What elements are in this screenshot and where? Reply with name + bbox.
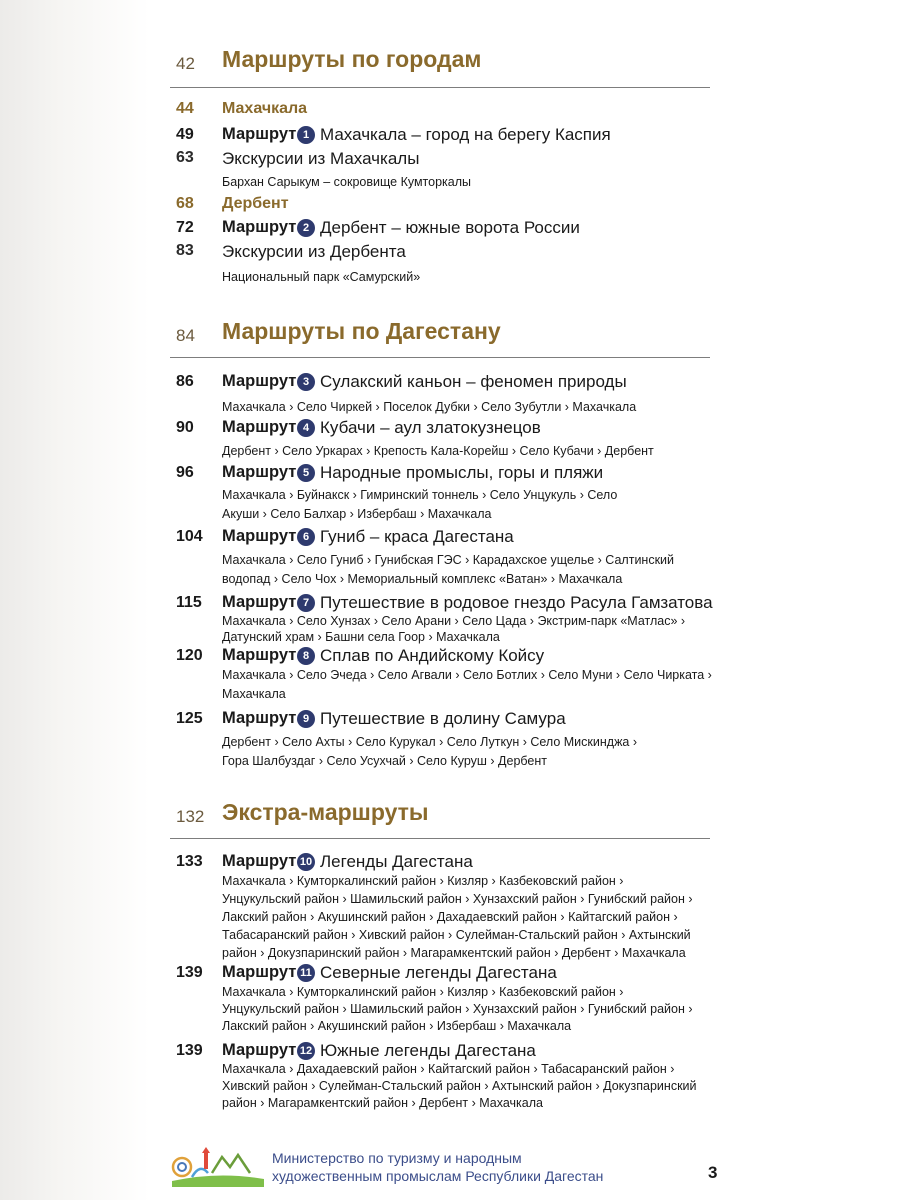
route-description-line: Лакский район › Акушинский район › Дахадаевский район › Кайтагский район › [222, 910, 678, 924]
entry-title: Экскурсии из Махачкалы [222, 149, 420, 168]
footer-ministry-line1: Министерство по туризму и народным [272, 1150, 522, 1166]
route-title: Путешествие в родовое гнездо Расула Гамзатова [320, 593, 713, 612]
section-page-number: 132 [176, 807, 205, 826]
entry-page-number: 83 [176, 242, 194, 259]
route-number-badge: 3 [297, 373, 315, 391]
route-entry-3 [170, 372, 730, 396]
route-description-line: Дербент › Село Ахты › Село Курукал › Село Луткун › Село Мискинджа › [222, 735, 638, 749]
entry-page-number: 96 [176, 464, 194, 481]
entry-page-number: 72 [176, 219, 194, 236]
route-description-line: водопад › Село Чох › Мемориальный комплекс «Ватан» › Махачкала [222, 572, 623, 586]
page-number: 3 [708, 1163, 718, 1182]
entry-page-number: 63 [176, 149, 194, 166]
section-title: Маршруты по городам [222, 46, 482, 72]
route-description-line: Акуши › Село Балхар › Избербаш › Махачкала [222, 507, 492, 521]
route-entry-2 [170, 218, 730, 242]
route-description-line: Махачкала › Село Гуниб › Гунибская ГЭС › Карадахское ущелье › Салтинский [222, 553, 675, 567]
entry-title: Экскурсии из Дербента [222, 242, 406, 261]
route-description-line: район › Магарамкентский район › Дербент › Махачкала [222, 1096, 543, 1110]
section-divider [170, 838, 710, 839]
route-label: Маршрут [222, 709, 297, 727]
route-description-line: Махачкала › Буйнакск › Гимринский тоннель › Село Унцукуль › Село [222, 488, 618, 502]
entry-subtitle: Национальный парк «Самурский» [222, 270, 421, 284]
section-heading-cities [170, 44, 710, 84]
route-description-line: Махачкала › Село Эчеда › Село Агвали › Село Ботлих › Село Муни › Село Чирката › [222, 668, 712, 682]
route-entry-6 [170, 527, 730, 551]
route-entry-4 [170, 418, 730, 442]
route-title: Южные легенды Дагестана [320, 1041, 536, 1060]
entry-page-number: 139 [176, 964, 203, 981]
book-gutter-shade [0, 0, 150, 1200]
route-title: Махачкала – город на берегу Каспия [320, 125, 611, 144]
excursion-entry-derbent [170, 242, 730, 264]
route-title: Северные легенды Дагестана [320, 963, 557, 982]
route-entry-1 [170, 125, 730, 149]
route-label: Маршрут [222, 527, 297, 545]
entry-page-number: 68 [176, 195, 194, 212]
route-entry-8 [170, 646, 730, 670]
route-title: Дербент – южные ворота России [320, 218, 580, 237]
section-heading-dagestan [170, 316, 710, 356]
route-description-line: Унцукульский район › Шамильский район › Хунзахский район › Гунибский район › [222, 1002, 693, 1016]
route-label: Маршрут [222, 372, 297, 390]
entry-page-number: 139 [176, 1042, 203, 1059]
route-number-badge: 4 [297, 419, 315, 437]
route-number-badge: 8 [297, 647, 315, 665]
section-heading-extra [170, 797, 710, 837]
route-description-line: Махачкала › Дахадаевский район › Кайтагский район › Табасаранский район › [222, 1062, 675, 1076]
route-label: Маршрут [222, 218, 297, 236]
route-description-line: Дербент › Село Уркарах › Крепость Кала-Корейш › Село Кубачи › Дербент [222, 444, 654, 458]
route-description-line: Лакский район › Акушинский район › Избербаш › Махачкала [222, 1019, 572, 1033]
ministry-logo-icon [168, 1143, 268, 1191]
entry-page-number: 86 [176, 373, 194, 390]
route-description-line: Датунский храм › Башни села Гоор › Махачкала [222, 630, 500, 644]
route-title: Гуниб – краса Дагестана [320, 527, 514, 546]
city-entry-derbent [170, 195, 730, 217]
entry-page-number: 90 [176, 419, 194, 436]
route-number-badge: 11 [297, 964, 315, 982]
section-divider [170, 357, 710, 358]
entry-page-number: 120 [176, 647, 203, 664]
route-number-badge: 12 [297, 1042, 315, 1060]
section-page-number: 84 [176, 326, 195, 345]
city-name: Махачкала [222, 100, 308, 117]
route-entry-11 [170, 963, 730, 987]
footer-ministry-line2: художественным промыслам Республики Дагестан [272, 1168, 604, 1184]
route-number-badge: 7 [297, 594, 315, 612]
route-title: Сулакский каньон – феномен природы [320, 372, 627, 391]
route-number-badge: 6 [297, 528, 315, 546]
route-label: Маршрут [222, 125, 297, 143]
entry-page-number: 125 [176, 710, 203, 727]
route-entry-9 [170, 709, 730, 733]
excursion-entry-makhachkala [170, 149, 730, 171]
route-description-line: Табасаранский район › Хивский район › Сулейман-Стальский район › Ахтынский [222, 928, 691, 942]
route-label: Маршрут [222, 463, 297, 481]
route-number-badge: 9 [297, 710, 315, 728]
route-title: Народные промыслы, горы и пляжи [320, 463, 604, 482]
entry-page-number: 44 [176, 100, 194, 117]
route-description-line: Махачкала › Кумторкалинский район › Кизляр › Казбековский район › [222, 985, 624, 999]
entry-subtitle: Бархан Сарыкум – сокровище Кумторкалы [222, 175, 472, 189]
route-title: Кубачи – аул златокузнецов [320, 418, 541, 437]
route-description-line: район › Докузпаринский район › Магарамкентский район › Дербент › Махачкала [222, 946, 686, 960]
route-label: Маршрут [222, 646, 297, 664]
section-title: Экстра-маршруты [222, 799, 429, 825]
entry-page-number: 115 [176, 594, 202, 611]
route-description-line: Унцукульский район › Шамильский район › Хунзахский район › Гунибский район › [222, 892, 693, 906]
route-number-badge: 5 [297, 464, 315, 482]
route-description-line: Хивский район › Сулейман-Стальский район › Ахтынский район › Докузпаринский [222, 1079, 697, 1093]
entry-page-number: 133 [176, 853, 203, 870]
route-title: Путешествие в долину Самура [320, 709, 566, 728]
route-label: Маршрут [222, 418, 297, 436]
route-description-line: Гора Шалбуздаг › Село Усухчай › Село Куруш › Дербент [222, 754, 548, 768]
route-label: Маршрут [222, 1041, 297, 1059]
route-label: Маршрут [222, 852, 297, 870]
route-number-badge: 10 [297, 853, 315, 871]
entry-page-number: 104 [176, 528, 203, 545]
route-title: Легенды Дагестана [320, 852, 473, 871]
route-description-line: Махачкала › Кумторкалинский район › Кизляр › Казбековский район › [222, 874, 624, 888]
route-number-badge: 2 [297, 219, 315, 237]
route-description-line: Махачкала › Село Хунзах › Село Арани › Село Цада › Экстрим-парк «Матлас» › [222, 614, 686, 628]
section-page-number: 42 [176, 54, 195, 73]
entry-page-number: 49 [176, 126, 194, 143]
route-description-line: Махачкала › Село Чиркей › Поселок Дубки › Село Зубутли › Махачкала [222, 400, 637, 414]
route-number-badge: 1 [297, 126, 315, 144]
route-label: Маршрут [222, 963, 297, 981]
section-title: Маршруты по Дагестану [222, 318, 501, 344]
route-entry-10 [170, 852, 730, 876]
city-name: Дербент [222, 195, 289, 212]
route-description-line: Махачкала [222, 687, 286, 701]
route-entry-5 [170, 463, 730, 487]
route-label: Маршрут [222, 593, 297, 611]
route-title: Сплав по Андийскому Койсу [320, 646, 545, 665]
city-entry-makhachkala [170, 100, 730, 122]
section-divider [170, 87, 710, 88]
